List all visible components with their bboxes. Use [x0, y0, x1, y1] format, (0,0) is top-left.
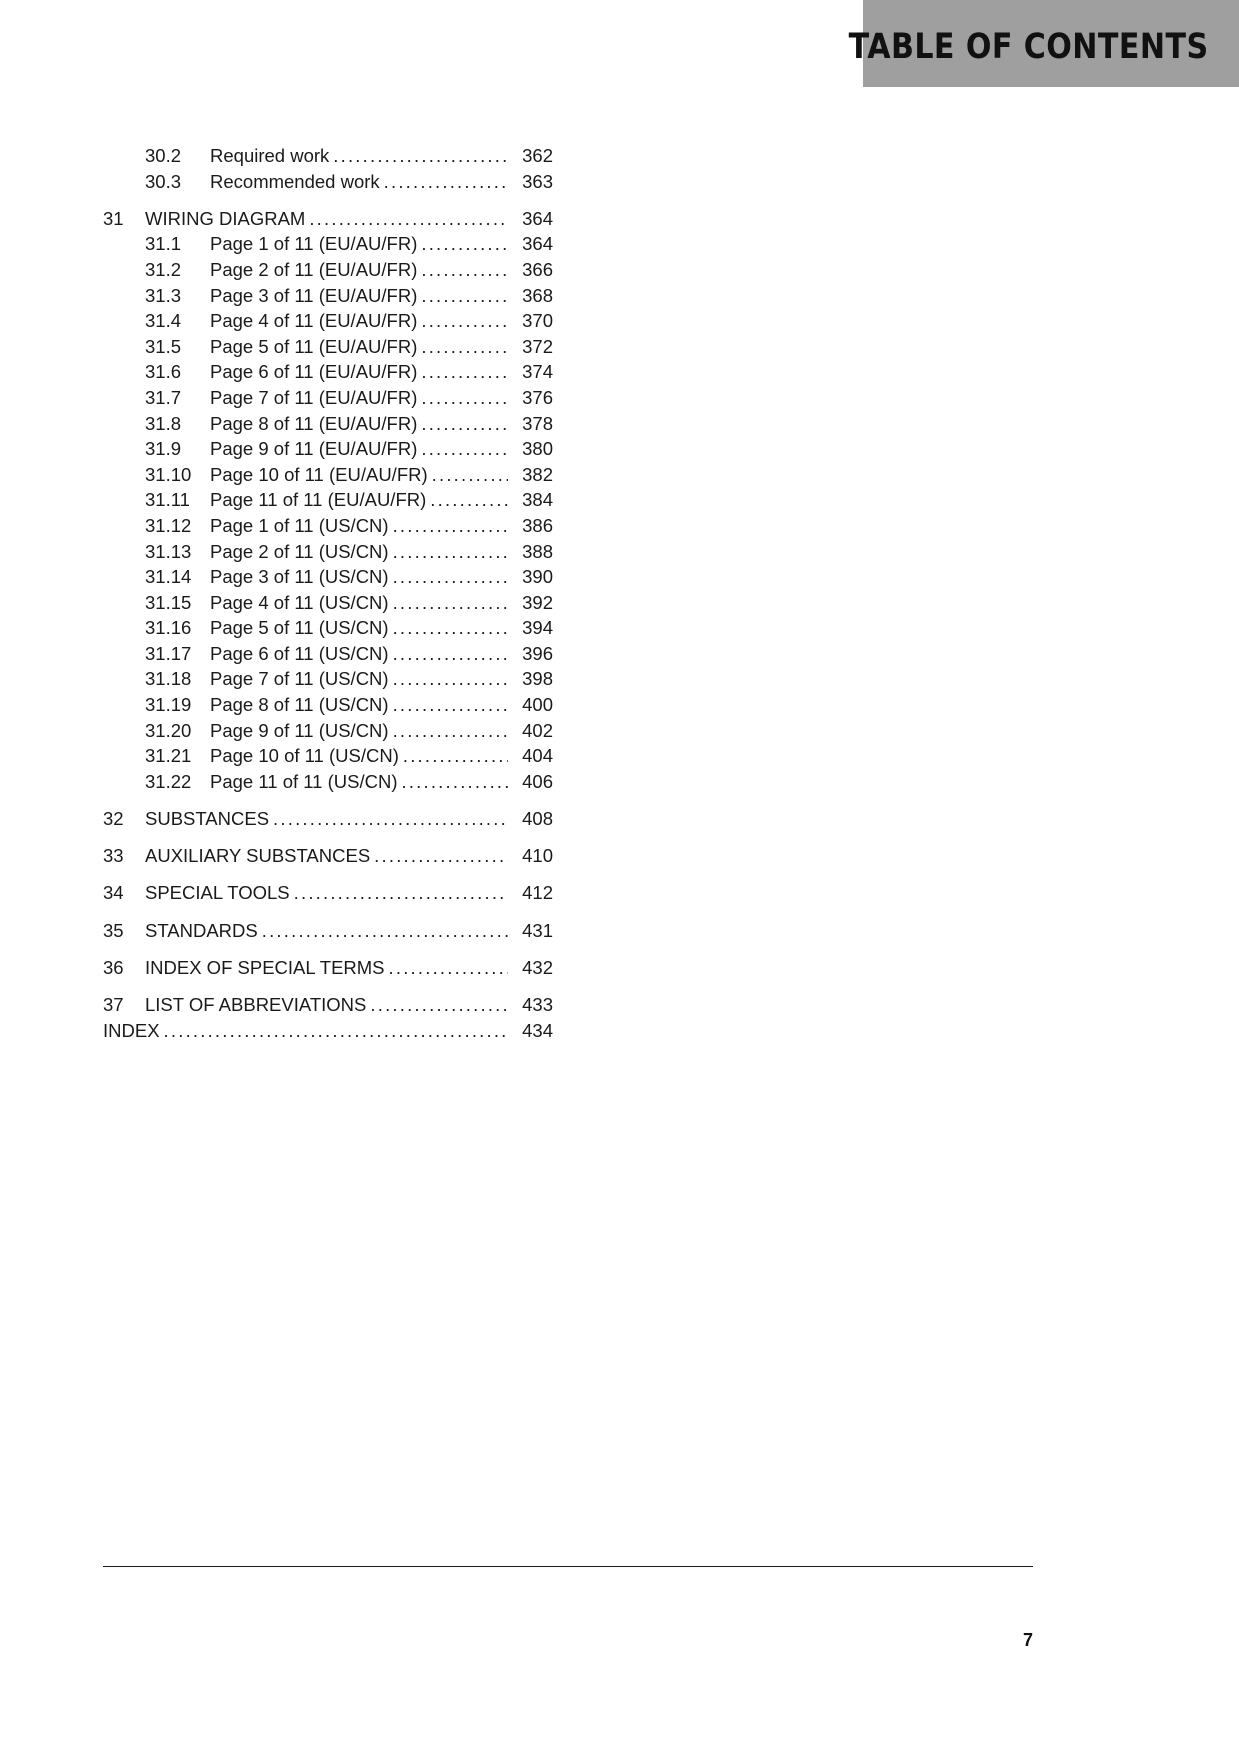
toc-entry-title-leader — [145, 880, 508, 906]
toc-chapter-entry[interactable] — [103, 955, 553, 981]
dot-leader — [430, 487, 508, 513]
toc-entry-title-leader — [145, 843, 508, 869]
toc-entry-title-leader — [210, 743, 508, 769]
toc-entry-page: 366 — [522, 258, 553, 280]
toc-entry-title: Page 3 of 11 (US/CN) — [210, 564, 393, 590]
toc-entry-number: 32 — [103, 808, 124, 830]
toc-entry-title-leader — [210, 539, 508, 565]
toc-entry-title: Page 2 of 11 (US/CN) — [210, 539, 393, 565]
toc-subentry[interactable] — [103, 590, 553, 616]
toc-entry-title: Page 11 of 11 (US/CN) — [210, 769, 401, 795]
toc-entry-title-leader — [210, 615, 508, 641]
toc-entry-title-leader — [210, 257, 508, 283]
toc-entry-title: Page 6 of 11 (US/CN) — [210, 641, 393, 667]
dot-leader — [309, 206, 508, 232]
toc-entry-number: 31.7 — [145, 386, 182, 408]
toc-entry-title: Page 10 of 11 (US/CN) — [210, 743, 403, 769]
toc-index-entry[interactable] — [103, 1018, 553, 1044]
toc-entry-page: 394 — [522, 617, 553, 639]
toc-entry-number: 31.12 — [145, 514, 192, 536]
toc-subentry[interactable] — [103, 564, 553, 590]
dot-leader — [421, 436, 508, 462]
toc-entry-number: 31.5 — [145, 335, 182, 357]
toc-entry-title-leader — [145, 955, 508, 981]
toc-entry-title-leader — [210, 513, 508, 539]
dot-leader — [421, 283, 508, 309]
toc-entry-number: 34 — [103, 882, 124, 904]
dot-leader — [374, 843, 508, 869]
toc-subentry[interactable] — [103, 718, 553, 744]
toc-chapter-entry[interactable] — [103, 843, 553, 869]
toc-entry-number: 31.19 — [145, 694, 192, 716]
toc-entry-title: LIST OF ABBREVIATIONS — [145, 992, 370, 1018]
toc-entry-page: 431 — [522, 919, 553, 941]
toc-entry-title: Page 6 of 11 (EU/AU/FR) — [210, 359, 421, 385]
toc-entry-page: 388 — [522, 540, 553, 562]
dot-leader — [421, 308, 508, 334]
toc-entry-title: Page 8 of 11 (EU/AU/FR) — [210, 411, 421, 437]
dot-leader — [384, 169, 508, 195]
toc-entry-title: SUBSTANCES — [145, 806, 273, 832]
toc-chapter-entry[interactable] — [103, 918, 553, 944]
dot-leader — [393, 539, 508, 565]
dot-leader — [164, 1018, 508, 1044]
toc-entry-title: Page 10 of 11 (EU/AU/FR) — [210, 462, 432, 488]
toc-entry-page: 400 — [522, 694, 553, 716]
toc-entry-title: Page 1 of 11 (US/CN) — [210, 513, 393, 539]
toc-entry-title: Page 4 of 11 (US/CN) — [210, 590, 393, 616]
toc-entry-page: 390 — [522, 566, 553, 588]
dot-leader — [393, 641, 508, 667]
toc-entry-title: Page 9 of 11 (EU/AU/FR) — [210, 436, 421, 462]
toc-entry-title-leader — [210, 718, 508, 744]
dot-leader — [421, 334, 508, 360]
toc-entry-number: 33 — [103, 845, 124, 867]
dot-leader — [432, 462, 508, 488]
dot-leader — [262, 918, 508, 944]
toc-entry-page: 364 — [522, 233, 553, 255]
toc-chapter-entry[interactable] — [103, 880, 553, 906]
toc-entry-title: STANDARDS — [145, 918, 262, 944]
section-header-tab — [849, 0, 1239, 87]
toc-entry-number: 31.10 — [145, 463, 192, 485]
toc-entry-title: Page 3 of 11 (EU/AU/FR) — [210, 283, 421, 309]
toc-entry-page: 392 — [522, 591, 553, 613]
toc-entry-page: 406 — [522, 770, 553, 792]
toc-entry-title-leader — [103, 1018, 508, 1044]
toc-entry-title-leader — [210, 334, 508, 360]
toc-entry-title: WIRING DIAGRAM — [145, 206, 309, 232]
toc-entry-title: AUXILIARY SUBSTANCES — [145, 843, 374, 869]
toc-entry-title: Required work — [210, 143, 333, 169]
toc-entry-number: 31.18 — [145, 668, 192, 690]
toc-entry-page: 374 — [522, 361, 553, 383]
dot-leader — [393, 615, 508, 641]
dot-leader — [393, 718, 508, 744]
toc-entry-title-leader — [210, 641, 508, 667]
toc-subentry[interactable] — [103, 692, 553, 718]
toc-entry-title: Page 7 of 11 (US/CN) — [210, 666, 393, 692]
toc-entry-title: Page 1 of 11 (EU/AU/FR) — [210, 231, 421, 257]
dot-leader — [393, 692, 508, 718]
table-of-contents — [103, 143, 553, 1043]
dot-leader — [393, 590, 508, 616]
toc-entry-number: 31.21 — [145, 745, 192, 767]
toc-entry-title: Page 8 of 11 (US/CN) — [210, 692, 393, 718]
dot-leader — [393, 513, 508, 539]
dot-leader — [421, 257, 508, 283]
toc-entry-title: Page 9 of 11 (US/CN) — [210, 718, 393, 744]
toc-entry-title-leader — [210, 231, 508, 257]
toc-entry-page: 412 — [522, 882, 553, 904]
toc-entry-number: 30.2 — [145, 145, 182, 166]
toc-entry-title-leader — [210, 462, 508, 488]
toc-entry-page: 396 — [522, 642, 553, 664]
toc-entry-number: 37 — [103, 993, 124, 1015]
toc-entry-number: 31.6 — [145, 361, 182, 383]
toc-entry-title-leader — [210, 666, 508, 692]
toc-entry-title-leader — [145, 992, 508, 1018]
toc-subentry[interactable] — [103, 231, 553, 257]
toc-subentry[interactable] — [103, 615, 553, 641]
toc-subentry[interactable] — [103, 283, 553, 309]
toc-entry-title-leader — [210, 487, 508, 513]
dot-leader — [401, 769, 508, 795]
toc-entry-title-leader — [210, 692, 508, 718]
dot-leader — [403, 743, 508, 769]
toc-entry-page: 398 — [522, 668, 553, 690]
toc-entry-page: 404 — [522, 745, 553, 767]
dot-leader — [333, 143, 508, 169]
toc-entry-page: 432 — [522, 956, 553, 978]
dot-leader — [393, 666, 508, 692]
toc-subentry[interactable] — [103, 487, 553, 513]
dot-leader — [421, 359, 508, 385]
toc-entry-number: 31 — [103, 207, 124, 229]
toc-entry-page: 363 — [522, 170, 553, 192]
toc-entry-number: 31.3 — [145, 284, 182, 306]
toc-entry-number: 31.17 — [145, 642, 192, 664]
toc-entry-number: 31.15 — [145, 591, 192, 613]
toc-subentry[interactable] — [103, 169, 553, 195]
toc-chapter-entry[interactable] — [103, 992, 553, 1018]
toc-entry-number: 31.11 — [145, 489, 190, 511]
toc-entry-title-leader — [210, 308, 508, 334]
toc-entry-number: 30.3 — [145, 170, 182, 192]
page-number: 7 — [1022, 1630, 1033, 1650]
toc-entry-page: 378 — [522, 412, 553, 434]
toc-entry-title: Recommended work — [210, 169, 384, 195]
toc-entry-number: 31.4 — [145, 310, 182, 332]
toc-subentry[interactable] — [103, 436, 553, 462]
toc-entry-title-leader — [145, 806, 508, 832]
toc-subentry[interactable] — [103, 513, 553, 539]
toc-entry-title-leader — [210, 436, 508, 462]
toc-entry-title: SPECIAL TOOLS — [145, 880, 294, 906]
dot-leader — [421, 411, 508, 437]
toc-entry-page: 376 — [522, 386, 553, 408]
toc-entry-number: 36 — [103, 956, 124, 978]
footer-divider — [103, 1566, 1033, 1567]
toc-subentry[interactable] — [103, 769, 553, 795]
toc-entry-page: 368 — [522, 284, 553, 306]
toc-entry-number: 31.16 — [145, 617, 192, 639]
dot-leader — [393, 564, 508, 590]
toc-entry-page: 370 — [522, 310, 553, 332]
toc-entry-title-leader — [210, 359, 508, 385]
toc-entry-number: 31.8 — [145, 412, 182, 434]
toc-subentry[interactable] — [103, 666, 553, 692]
toc-subentry[interactable] — [103, 385, 553, 411]
toc-entry-page: 408 — [522, 808, 553, 830]
toc-entry-title-leader — [145, 918, 508, 944]
toc-entry-page: 402 — [522, 719, 553, 741]
toc-entry-title-leader — [210, 590, 508, 616]
dot-leader — [389, 955, 508, 981]
toc-entry-title-leader — [210, 564, 508, 590]
toc-entry-title: Page 2 of 11 (EU/AU/FR) — [210, 257, 421, 283]
toc-chapter-entry[interactable] — [103, 206, 553, 232]
toc-subentry[interactable] — [103, 462, 553, 488]
toc-subentry[interactable] — [103, 308, 553, 334]
toc-subentry[interactable] — [103, 359, 553, 385]
toc-entry-title-leader — [210, 283, 508, 309]
toc-entry-page: 364 — [522, 207, 553, 229]
toc-entry-title: Page 11 of 11 (EU/AU/FR) — [210, 487, 430, 513]
toc-entry-title-leader — [210, 769, 508, 795]
toc-entry-title: Page 7 of 11 (EU/AU/FR) — [210, 385, 421, 411]
toc-subentry[interactable] — [103, 257, 553, 283]
toc-entry-number: 31.9 — [145, 438, 182, 460]
dot-leader — [421, 231, 508, 257]
toc-entry-number: 31.1 — [145, 233, 182, 255]
toc-subentry[interactable] — [103, 411, 553, 437]
toc-entry-number: 31.14 — [145, 566, 192, 588]
toc-entry-title-leader — [145, 206, 508, 232]
toc-entry-page: 384 — [522, 489, 553, 511]
toc-entry-title-leader — [210, 169, 508, 195]
toc-entry-page: 386 — [522, 514, 553, 536]
toc-subentry[interactable] — [103, 143, 553, 169]
dot-leader — [294, 880, 508, 906]
toc-entry-number: 31.2 — [145, 258, 182, 280]
toc-chapter-entry[interactable] — [103, 806, 553, 832]
toc-entry-title-leader — [210, 143, 508, 169]
toc-entry-title-leader — [210, 385, 508, 411]
toc-entry-page: 362 — [522, 145, 553, 166]
toc-entry-page: 382 — [522, 463, 553, 485]
toc-entry-page: 410 — [522, 845, 553, 867]
toc-subentry[interactable] — [103, 539, 553, 565]
toc-entry-number: 31.20 — [145, 719, 192, 741]
toc-entry-title: Page 5 of 11 (EU/AU/FR) — [210, 334, 421, 360]
toc-entry-title: INDEX — [103, 1018, 164, 1044]
toc-entry-number: 31.13 — [145, 540, 192, 562]
toc-entry-title: INDEX OF SPECIAL TERMS — [145, 955, 389, 981]
section-header-title: TABLE OF CONTENTS — [849, 26, 1209, 67]
dot-leader — [421, 385, 508, 411]
toc-entry-title: Page 4 of 11 (EU/AU/FR) — [210, 308, 421, 334]
toc-entry-title-leader — [210, 411, 508, 437]
toc-subentry[interactable] — [103, 743, 553, 769]
toc-entry-page: 372 — [522, 335, 553, 357]
dot-leader — [370, 992, 508, 1018]
toc-entry-number: 35 — [103, 919, 124, 941]
toc-entry-page: 434 — [522, 1019, 553, 1041]
toc-entry-page: 433 — [522, 993, 553, 1015]
toc-entry-number: 31.22 — [145, 770, 192, 792]
dot-leader — [273, 806, 508, 832]
toc-entry-page: 380 — [522, 438, 553, 460]
toc-subentry[interactable] — [103, 641, 553, 667]
toc-entry-title: Page 5 of 11 (US/CN) — [210, 615, 393, 641]
toc-subentry[interactable] — [103, 334, 553, 360]
